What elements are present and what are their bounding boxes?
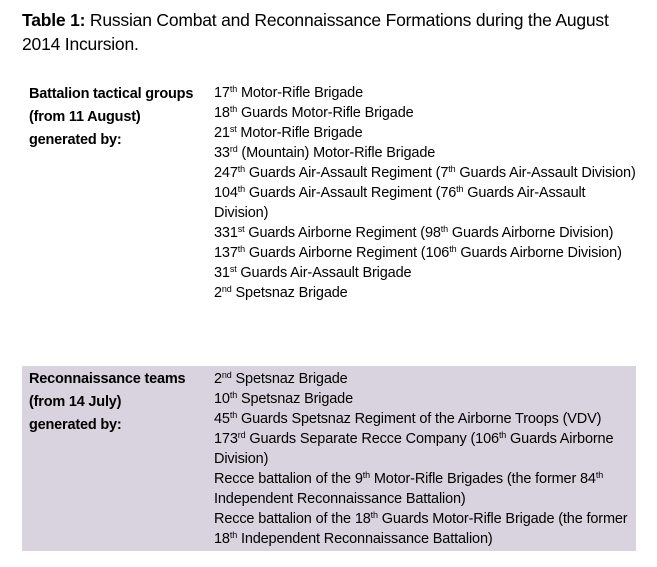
table-caption: [22, 8, 647, 56]
row-header: [22, 82, 208, 366]
caption-text: Russian Combat and Reconnaissance Formations during the August 2014 Incursion.: [22, 10, 609, 54]
list-item: 31st Guards Air-Assault Brigade: [214, 264, 412, 281]
list-item: 21st Motor-Rifle Brigade: [214, 124, 363, 141]
table-row-reconnaissance-teams: [22, 366, 636, 551]
list-item: 331st Guards Airborne Regiment (98th Guards Airborne Division): [214, 224, 614, 241]
row-header: [22, 366, 208, 551]
list-item: 10th Spetsnaz Brigade: [214, 390, 354, 407]
table-row-battalion-tactical-groups: [22, 82, 636, 366]
list-item: 173rd Guards Separate Recce Company (106th Guards Airborne Division): [214, 430, 614, 467]
formations-table: [22, 82, 636, 551]
row-header-line: (from 14 July): [29, 394, 122, 410]
list-item: 247th Guards Air-Assault Regiment (7th Guards Air-Assault Division): [214, 164, 636, 181]
row-header-line: (from 11 August): [29, 109, 141, 125]
caption-label: Table 1:: [22, 10, 86, 30]
row-header-line: Battalion tactical groups: [29, 86, 194, 102]
list-item: 17th Motor-Rifle Brigade: [214, 84, 363, 101]
list-item: 2nd Spetsnaz Brigade: [214, 370, 348, 387]
row-entries: [208, 82, 636, 366]
list-item: 104th Guards Air-Assault Regiment (76th Guards Air-Assault Division): [214, 184, 586, 221]
list-item: 45th Guards Spetsnaz Regiment of the Airborne Troops (VDV): [214, 410, 602, 427]
list-item: 18th Guards Motor-Rifle Brigade: [214, 104, 414, 121]
list-item: 33rd (Mountain) Motor-Rifle Brigade: [214, 144, 436, 161]
list-item: 2nd Spetsnaz Brigade: [214, 284, 348, 301]
row-entries: [208, 366, 636, 551]
list-item: 137th Guards Airborne Regiment (106th Guards Airborne Division): [214, 244, 622, 261]
row-header-line: Reconnaissance teams: [29, 371, 186, 387]
list-item: Recce battalion of the 9th Motor-Rifle Brigades (the former 84th Independent Reconnaissance Battalion): [214, 470, 604, 507]
list-item: Recce battalion of the 18th Guards Motor-Rifle Brigade (the former 18th Independent Reconnaissance Battalion): [214, 510, 628, 547]
row-header-line: generated by:: [29, 132, 122, 148]
row-header-line: generated by:: [29, 417, 122, 433]
